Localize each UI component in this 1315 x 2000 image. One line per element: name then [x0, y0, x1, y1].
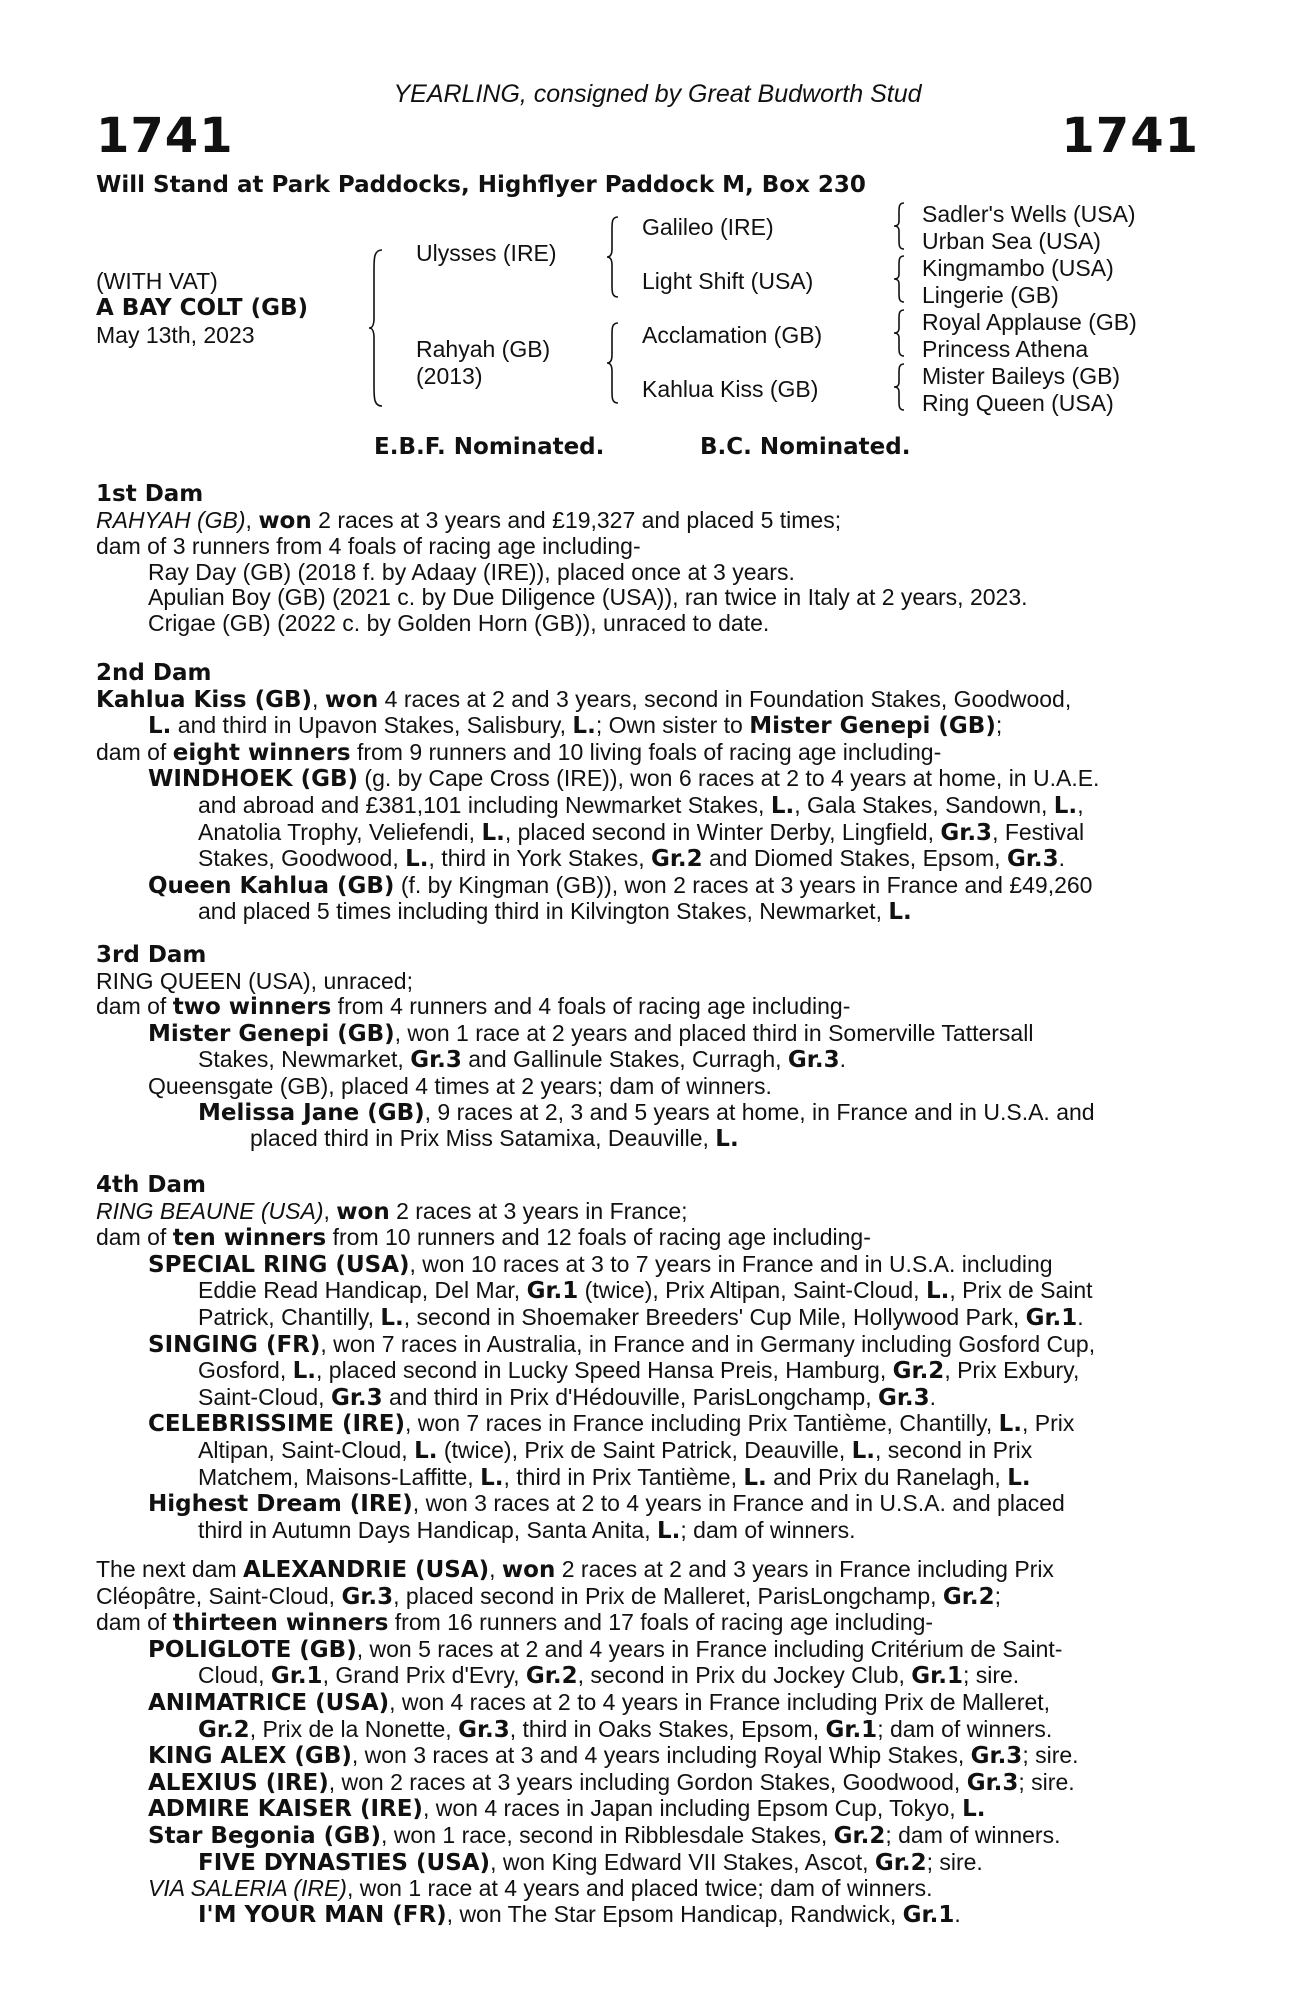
- text-run: dam of 3 runners from 4 foals of racing age including-: [96, 533, 641, 560]
- text-line: [96, 1902, 1206, 1929]
- text-run: from 16 runners and 17 foals of racing age including-: [388, 1609, 934, 1636]
- text-run: CELEBRISSIME (IRE): [148, 1411, 406, 1438]
- text-line: [96, 969, 1206, 995]
- text-line: [96, 534, 1206, 560]
- third-dam-section: [96, 943, 1206, 1153]
- text-run: from 9 runners and 10 living foals of racing age including-: [350, 738, 942, 765]
- text-run: Gr.1: [270, 1663, 323, 1690]
- text-run: L.: [715, 1126, 739, 1153]
- pedigree-gen3-item: Ring Queen (USA): [922, 390, 1114, 416]
- text-line: [96, 1305, 1206, 1332]
- text-line: [96, 508, 1206, 535]
- text-run: L.: [148, 713, 172, 740]
- ebf-nominated: E.B.F. Nominated.: [374, 434, 605, 460]
- text-run: , Prix de la Nonette,: [249, 1715, 459, 1742]
- pedigree-gen3-item: Royal Applause (GB): [922, 309, 1137, 335]
- text-line: [96, 1876, 1206, 1902]
- text-line: [96, 1225, 1206, 1252]
- text-run: Gr.3: [410, 1047, 462, 1074]
- text-run: ;: [994, 1582, 1001, 1609]
- pedigree-dam-year: (2013): [416, 363, 483, 389]
- text-run: Gr.1: [526, 1278, 579, 1305]
- text-line: [96, 994, 1206, 1021]
- text-run: , Grand Prix d'Evry,: [322, 1662, 526, 1689]
- text-run: Patrick, Chantilly,: [198, 1303, 381, 1330]
- text-run: Cléopâtre, Saint-Cloud,: [96, 1582, 342, 1609]
- text-line: [96, 1663, 1206, 1690]
- pedigree-sire: Ulysses (IRE): [416, 240, 557, 266]
- text-line: [96, 713, 1206, 740]
- second-dam-section: [96, 661, 1206, 926]
- text-run: .: [954, 1900, 961, 1927]
- text-line: [96, 585, 1206, 611]
- text-line: [96, 793, 1206, 820]
- text-line: [96, 1491, 1206, 1518]
- section-heading: 2nd Dam: [96, 660, 212, 686]
- fourth-dam-section: [96, 1173, 1206, 1544]
- text-run: Gr.3: [787, 1047, 840, 1074]
- text-run: Queensgate (GB), placed 4 times at 2 years; dam of winners.: [148, 1072, 772, 1099]
- text-run: Gr.2: [892, 1358, 945, 1385]
- pedigree-brace-kahluakiss: [892, 362, 906, 412]
- horse-name: A BAY COLT (GB): [96, 295, 309, 321]
- text-run: L.: [743, 1464, 767, 1491]
- text-run: , won 1 race at 4 years and placed twice; dam of winners.: [346, 1875, 933, 1902]
- text-line: [96, 1717, 1206, 1744]
- text-run: L.: [888, 899, 912, 926]
- text-line: [96, 1690, 1206, 1717]
- text-run: eight winners: [172, 739, 351, 766]
- text-run: ;: [995, 712, 1003, 739]
- text-run: , 9 races at 2, 3 and 5 years at home, in France and in U.S.A. and: [424, 1098, 1095, 1125]
- text-run: Gr.3: [330, 1384, 383, 1411]
- text-run: RAHYAH (GB): [96, 506, 246, 533]
- text-run: ; sire.: [1022, 1742, 1079, 1769]
- text-run: Gr.2: [833, 1822, 886, 1849]
- text-run: L.: [962, 1796, 986, 1823]
- section-heading: 1st Dam: [96, 481, 204, 507]
- text-line: [96, 846, 1206, 873]
- text-run: , Gala Stakes, Sandown,: [794, 791, 1054, 818]
- text-run: , Prix: [1022, 1410, 1075, 1437]
- text-run: , Prix de Saint: [949, 1277, 1093, 1304]
- text-run: L.: [481, 819, 505, 846]
- text-run: Cloud,: [198, 1662, 271, 1689]
- text-run: Gr.1: [1025, 1304, 1078, 1331]
- text-run: Apulian Boy (GB) (2021 c. by Due Diligence (USA)), ran twice in Italy at 2 years, 2023.: [148, 584, 1028, 611]
- pedigree-gen3-item: Princess Athena: [922, 336, 1089, 362]
- text-run: Gr.3: [1006, 846, 1059, 873]
- text-run: RING QUEEN (USA), unraced;: [96, 967, 413, 994]
- text-line: [96, 1610, 1206, 1637]
- text-run: Ray Day (GB) (2018 f. by Adaay (IRE)), placed once at 3 years.: [148, 558, 795, 585]
- text-run: won: [501, 1557, 556, 1583]
- text-run: Gr.3: [940, 819, 993, 846]
- text-run: from 10 runners and 12 foals of racing age including-: [326, 1224, 871, 1251]
- text-run: .: [1058, 845, 1066, 872]
- text-line: [96, 873, 1206, 900]
- text-run: L.: [770, 792, 795, 819]
- pedigree-gen3-item: Mister Baileys (GB): [922, 363, 1121, 389]
- text-line: [96, 1074, 1206, 1100]
- text-run: Gr.1: [911, 1663, 963, 1690]
- horse-dob: May 13th, 2023: [96, 322, 255, 348]
- pedigree-brace-sire: [606, 215, 620, 299]
- text-run: , second in Shoemaker Breeders' Cup Mile, Hollywood Park,: [403, 1303, 1026, 1330]
- text-run: Gr.1: [825, 1716, 878, 1743]
- text-run: ten winners: [172, 1225, 327, 1252]
- text-line: [96, 1047, 1206, 1074]
- pedigree-gen3-item: Sadler's Wells (USA): [922, 201, 1136, 227]
- text-run: Gr.2: [198, 1716, 250, 1743]
- text-run: 2 races at 3 years and £19,327 and placed 5 times;: [311, 506, 842, 533]
- pedigree-dam: Rahyah (GB): [416, 336, 551, 362]
- text-run: L.: [572, 713, 596, 740]
- text-run: dam of: [96, 1224, 173, 1251]
- text-run: and third in Upavon Stakes, Salisbury,: [171, 712, 573, 739]
- text-run: Eddie Read Handicap, Del Mar,: [198, 1277, 527, 1304]
- text-line: [96, 611, 1206, 637]
- text-run: Gr.1: [902, 1901, 955, 1928]
- text-run: 4 races at 2 and 3 years, second in Foundation Stakes, Goodwood,: [378, 685, 1072, 712]
- text-run: , won 5 races at 2 and 4 years in France including Critérium de Saint-: [356, 1635, 1063, 1662]
- stand-info: Will Stand at Park Paddocks, Highflyer Paddock M, Box 230: [96, 172, 866, 198]
- text-run: Stakes, Newmarket,: [198, 1046, 411, 1073]
- text-run: ADMIRE KAISER (IRE): [148, 1796, 423, 1823]
- text-run: I'M YOUR MAN (FR): [198, 1901, 447, 1928]
- text-run: (twice), Prix Altipan, Saint-Cloud,: [578, 1277, 926, 1304]
- text-run: L.: [380, 1304, 404, 1331]
- text-run: L.: [998, 1411, 1023, 1438]
- text-run: ; Own sister to: [595, 712, 750, 739]
- pedigree-brace-lightshift: [892, 254, 906, 304]
- text-run: ,: [1077, 791, 1084, 818]
- text-run: WINDHOEK (GB): [148, 766, 359, 793]
- text-run: and Gallinule Stakes, Curragh,: [461, 1046, 788, 1073]
- text-run: The next dam: [96, 1556, 244, 1582]
- pedigree-gen2-item: Galileo (IRE): [642, 214, 774, 240]
- text-run: , placed second in Lucky Speed Hansa Preis, Hamburg,: [316, 1357, 893, 1384]
- text-run: .: [929, 1383, 937, 1410]
- pedigree-brace-galileo: [892, 201, 906, 251]
- text-run: ,: [323, 1197, 337, 1224]
- text-run: Gr.2: [942, 1583, 995, 1610]
- pedigree-gen2-item: Kahlua Kiss (GB): [642, 376, 819, 402]
- text-run: Gr.2: [650, 846, 703, 873]
- text-run: L.: [851, 1437, 876, 1464]
- text-run: SPECIAL RING (USA): [148, 1251, 410, 1278]
- text-run: Mister Genepi (GB): [749, 713, 996, 740]
- text-run: Gr.3: [966, 1769, 1019, 1796]
- section-heading: 4th Dam: [96, 1172, 206, 1198]
- text-line: [96, 1126, 1206, 1153]
- text-line: [96, 1557, 1206, 1584]
- bc-nominated: B.C. Nominated.: [700, 434, 911, 460]
- pedigree-gen2-item: Light Shift (USA): [642, 268, 814, 294]
- text-run: Queen Kahlua (GB): [148, 872, 395, 899]
- text-run: L.: [414, 1437, 438, 1464]
- text-line: [96, 560, 1206, 586]
- text-run: L.: [1007, 1464, 1031, 1491]
- text-run: , won The Star Epsom Handicap, Randwick,: [446, 1900, 903, 1927]
- text-run: ; dam of winners.: [680, 1516, 856, 1543]
- lot-number-right: 1741: [1061, 108, 1199, 164]
- text-line: [96, 1199, 1206, 1226]
- pedigree-brace-acclamation: [892, 308, 906, 358]
- pedigree-gen3-item: Urban Sea (USA): [922, 228, 1101, 254]
- text-line: [96, 1332, 1206, 1359]
- text-run: Stakes, Goodwood,: [198, 845, 406, 872]
- text-run: and placed 5 times including third in Kilvington Stakes, Newmarket,: [198, 898, 889, 925]
- text-run: , second in Prix du Jockey Club,: [577, 1662, 912, 1689]
- text-run: L.: [657, 1517, 681, 1544]
- text-run: and third in Prix d'Hédouville, ParisLongchamp,: [382, 1383, 878, 1410]
- text-run: , won 2 races at 3 years including Gordon Stakes, Goodwood,: [328, 1768, 967, 1795]
- text-line: [96, 1385, 1206, 1412]
- text-run: Gr.3: [970, 1743, 1023, 1770]
- text-run: , placed second in Winter Derby, Lingfield,: [504, 818, 941, 845]
- text-run: , won 3 races at 2 to 4 years in France and in U.S.A. and placed: [412, 1490, 1065, 1517]
- text-run: ; sire.: [926, 1848, 983, 1875]
- pedigree-gen3-item: Kingmambo (USA): [922, 255, 1114, 281]
- pedigree-brace-dam: [606, 321, 620, 405]
- text-run: , won 3 races at 3 and 4 years including Royal Whip Stakes,: [351, 1742, 971, 1769]
- text-line: [96, 766, 1206, 793]
- text-run: dam of: [96, 993, 173, 1020]
- text-run: , second in Prix: [875, 1436, 1033, 1463]
- text-run: , third in Oaks Stakes, Epsom,: [509, 1715, 826, 1742]
- vat-note: (WITH VAT): [96, 268, 218, 294]
- text-run: 2 races at 3 years in France;: [389, 1197, 688, 1224]
- text-run: ; dam of winners.: [885, 1821, 1061, 1848]
- text-run: , Prix Exbury,: [944, 1357, 1080, 1384]
- text-run: Gr.3: [877, 1384, 930, 1411]
- text-line: [96, 1358, 1206, 1385]
- text-run: , won 1 race, second in Ribblesdale Stakes,: [381, 1821, 834, 1848]
- lot-number-left: 1741: [96, 108, 234, 164]
- text-line: [96, 1021, 1206, 1048]
- text-run: dam of: [96, 1609, 173, 1636]
- text-line: [96, 899, 1206, 926]
- text-line: [96, 1796, 1206, 1823]
- text-line: [96, 1438, 1206, 1465]
- text-run: , won 7 races in Australia, in France and in Germany including Gosford Cup,: [320, 1330, 1096, 1357]
- text-run: , won 4 races at 2 to 4 years in France including Prix de Malleret,: [389, 1688, 1051, 1715]
- text-run: ,: [312, 685, 325, 712]
- text-run: L.: [925, 1278, 950, 1305]
- text-line: [96, 1518, 1206, 1545]
- next-dam-section: [96, 1557, 1206, 1928]
- text-run: ,: [489, 1556, 502, 1582]
- text-run: Mister Genepi (GB): [148, 1020, 395, 1047]
- text-run: won: [258, 507, 312, 534]
- text-run: Gosford,: [198, 1357, 293, 1384]
- text-run: , third in Prix Tantième,: [503, 1463, 744, 1490]
- text-run: from 4 runners and 4 foals of racing age including-: [331, 993, 851, 1020]
- text-run: 2 races at 2 and 3 years in France including Prix: [555, 1556, 1054, 1582]
- text-run: (f. by Kingman (GB)), won 2 races at 3 years in France and £49,260: [394, 871, 1093, 898]
- text-run: Altipan, Saint-Cloud,: [198, 1436, 415, 1463]
- text-run: Matchem, Maisons-Laffitte,: [198, 1463, 481, 1490]
- text-run: two winners: [172, 994, 332, 1021]
- text-line: [96, 1465, 1206, 1492]
- text-line: [96, 1637, 1206, 1664]
- text-run: (twice), Prix de Saint Patrick, Deauville,: [437, 1436, 852, 1463]
- text-line: [96, 1850, 1206, 1877]
- text-line: [96, 740, 1206, 767]
- text-run: POLIGLOTE (GB): [148, 1636, 357, 1663]
- text-run: , won 10 races at 3 to 7 years in France and in U.S.A. including: [409, 1250, 1053, 1277]
- text-run: ALEXANDRIE (USA): [243, 1557, 490, 1583]
- text-run: and Prix du Ranelagh,: [766, 1463, 1008, 1490]
- text-run: ; sire.: [962, 1662, 1020, 1689]
- text-run: Anatolia Trophy, Veliefendi,: [198, 818, 482, 845]
- pedigree-gen3-item: Lingerie (GB): [922, 282, 1059, 308]
- text-line: [96, 1743, 1206, 1770]
- text-run: Saint-Cloud,: [198, 1383, 331, 1410]
- text-run: and abroad and £381,101 including Newmarket Stakes,: [198, 791, 771, 818]
- text-run: L.: [1053, 792, 1078, 819]
- pedigree-gen2-item: Acclamation (GB): [642, 322, 823, 348]
- text-run: ; sire.: [1018, 1768, 1075, 1795]
- text-run: ; dam of winners.: [877, 1715, 1053, 1742]
- text-run: dam of: [96, 738, 173, 765]
- text-line: [96, 1584, 1206, 1611]
- text-run: VIA SALERIA (IRE): [148, 1875, 347, 1902]
- text-run: FIVE DYNASTIES (USA): [198, 1849, 491, 1876]
- text-run: , placed second in Prix de Malleret, ParisLongchamp,: [393, 1582, 943, 1609]
- text-line: [96, 1770, 1206, 1797]
- text-run: Gr.3: [458, 1716, 510, 1743]
- text-run: won: [324, 686, 379, 713]
- text-line: [96, 1278, 1206, 1305]
- text-run: , Festival: [992, 818, 1085, 845]
- text-run: Gr.2: [874, 1849, 927, 1876]
- text-run: , won 4 races in Japan including Epsom Cup, Tokyo,: [422, 1795, 963, 1822]
- text-run: KING ALEX (GB): [148, 1743, 352, 1770]
- text-run: , third in York Stakes,: [428, 845, 651, 872]
- text-line: [96, 1823, 1206, 1850]
- text-run: Highest Dream (IRE): [148, 1491, 413, 1518]
- text-run: Star Begonia (GB): [148, 1822, 382, 1849]
- text-run: L.: [480, 1464, 504, 1491]
- text-run: , won 7 races in France including Prix Tantième, Chantilly,: [405, 1410, 999, 1437]
- text-run: (g. by Cape Cross (IRE)), won 6 races at 2 to 4 years at home, in U.A.E.: [358, 765, 1100, 792]
- text-run: Gr.2: [525, 1663, 578, 1690]
- text-line: [96, 820, 1206, 847]
- text-run: Melissa Jane (GB): [198, 1099, 425, 1126]
- text-run: ALEXIUS (IRE): [148, 1769, 329, 1796]
- text-run: won: [336, 1198, 390, 1225]
- text-run: .: [1077, 1303, 1084, 1330]
- text-run: ,: [245, 506, 259, 533]
- text-line: [96, 687, 1206, 714]
- text-run: L.: [292, 1358, 317, 1385]
- text-run: and Diomed Stakes, Epsom,: [702, 845, 1007, 872]
- text-run: RING BEAUNE (USA): [96, 1197, 324, 1224]
- text-line: [96, 1252, 1206, 1279]
- section-heading: 3rd Dam: [96, 942, 207, 968]
- text-run: thirteen winners: [172, 1610, 389, 1637]
- text-run: L.: [405, 846, 429, 873]
- text-run: ANIMATRICE (USA): [148, 1689, 390, 1716]
- text-run: Kahlua Kiss (GB): [96, 686, 313, 713]
- lot-subtitle: YEARLING, consigned by Great Budworth Stud: [393, 80, 922, 108]
- text-run: Crigae (GB) (2022 c. by Golden Horn (GB)), unraced to date.: [148, 609, 770, 636]
- text-run: , won King Edward VII Stakes, Ascot,: [490, 1848, 875, 1875]
- text-run: Gr.3: [341, 1583, 394, 1610]
- text-run: .: [839, 1046, 846, 1073]
- text-line: [96, 1411, 1206, 1438]
- text-run: third in Autumn Days Handicap, Santa Anita,: [198, 1516, 657, 1543]
- first-dam-section: [96, 482, 1206, 637]
- text-run: placed third in Prix Miss Satamixa, Deauville,: [250, 1125, 716, 1152]
- text-run: SINGING (FR): [148, 1331, 321, 1358]
- text-run: , won 1 race at 2 years and placed third in Somerville Tattersall: [394, 1019, 1034, 1046]
- text-line: [96, 1100, 1206, 1127]
- pedigree-brace-gen1: [368, 248, 384, 408]
